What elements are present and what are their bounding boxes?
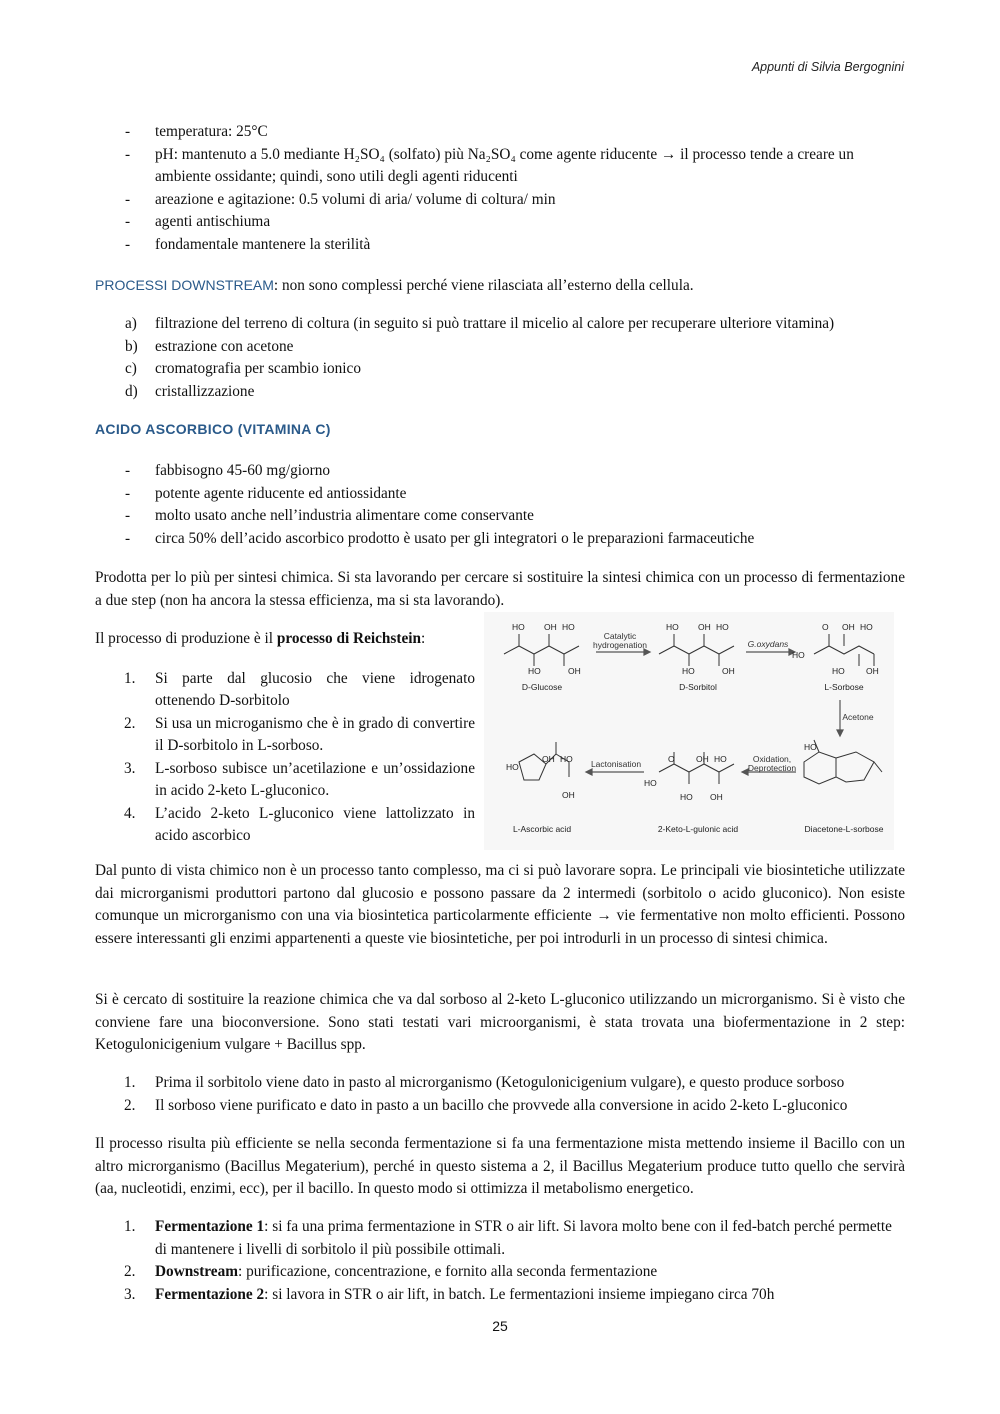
group-label: OH [542,754,555,764]
list-item: 1. Si parte dal glucosio che viene idrogenato ottenendo D-sorbitolo [124,669,475,709]
arrow-label: G.oxydans [747,639,789,649]
list-item: - circa 50% dell’acido ascorbico prodotto è usato per gli integratori o le preparazioni farmaceutiche [125,529,755,547]
reichstein-section [95,628,475,848]
list-item: 4. L’acido 2-keto L-gluconico viene lattolizzato in acido ascorbico [124,804,475,844]
fermentation-phases-list [95,1216,905,1306]
group-label: OH [696,754,709,764]
facts-list [95,460,905,550]
arrow-label: Acetone [842,712,874,722]
list-item: 2. Downstream: purificazione, concentrazione, e fornito alla seconda fermentazione [124,1263,658,1280]
list-item: - pH: mantenuto a 5.0 mediante H₂SO₄ (solfato) più Na₂SO₄ come agente riducente → il processo tende a creare un ambiente ossidante; quindi, sono utili degli agenti riducenti [125,145,854,185]
list-item: 1. Prima il sorbitolo viene dato in pasto al microrganismo (Ketogulonicigenium vulgare), e questo produce sorboso [124,1074,845,1091]
arrow-label: Deprotection [747,763,797,773]
group-label: HO [714,754,727,764]
list-item: 3. L-sorboso subisce un’acetilazione e un’ossidazione in acido 2-keto L-gluconico. [124,759,475,799]
group-label: HO [528,666,541,676]
list-item: - areazione e agitazione: 0.5 volumi di aria/ volume di coltura/ min [125,190,556,208]
compound-label: 2-Keto-L-gulonic acid [657,824,739,834]
compound-label: L-Ascorbic acid [512,824,572,834]
arrow-label: hydrogenation [593,640,647,650]
list-item: c) cromatografia per scambio ionico [125,360,362,377]
group-label: O [822,622,829,632]
group-label: HO [512,622,525,632]
list-item: 2. Si usa un microganismo che è in grado di convertire il D-sorbitolo in L-sorboso. [124,714,475,754]
list-item: b) estrazione con acetone [125,337,294,355]
conditions-section [95,121,905,256]
list-item: - molto usato anche nell’industria alimentare come conservante [125,507,534,524]
arrow-label: Catalytic [603,631,637,641]
vitamin-c-facts [95,460,905,550]
group-label: OH [698,622,711,632]
list-item: - fabbisogno 45-60 mg/giorno [125,462,331,479]
reaction-scheme [484,612,894,850]
compound-label: D-Sorbitol [679,682,717,692]
list-item: 1. Fermentazione 1: si fa una prima fermentazione in STR o air lift. Si lavora molto bene con il fed-batch perché permette di mantenere i livelli di sorbitolo il più possibile ottimali. [124,1218,892,1258]
group-label: OH [710,792,723,802]
section-heading-vitamin-c: ACIDO ASCORBICO (VITAMINA C) [95,421,331,437]
paragraph-bioconversion: Si è cercato di sostituire la reazione chimica che va dal sorboso al 2-keto L-gluconico utilizzando un microrganismo. Si è visto che conviene fare una bioconversione. Sono stati testati vari microorganismi, è stata trovata una biofermentazione in 2 step: Ketogulonicigenium vulgare + Bacillus spp. [95,991,905,1053]
downstream-intro: PROCESSI DOWNSTREAM: non sono complessi perché viene rilasciata all’esterno della cellula. [95,277,694,294]
group-label: OH [544,622,557,632]
list-item: d) cristallizzazione [125,382,255,400]
group-label: OH [866,666,879,676]
list-item: - fondamentale mantenere la sterilità [125,235,371,253]
group-label: HO [716,622,729,632]
fermentation-phases [95,1216,905,1306]
group-label: OH [722,666,735,676]
group-label: HO [792,650,805,660]
bioconversion-steps [95,1072,905,1117]
group-label: HO [804,742,817,752]
page-header-author: Appunti di Silvia Bergognini [751,60,904,74]
group-label: O [668,754,675,764]
downstream-section [95,274,905,298]
reichstein-scheme-figure [484,612,894,850]
group-label: HO [666,622,679,632]
vitamin-c-intro: Prodotta per lo più per sintesi chimica. Si sta lavorando per cercare si sostituire la sintesi chimica con un processo di fermentazione a due step (non ha ancora la stessa efficienza, ma si sta lavorando). [95,569,905,609]
group-label: HO [644,778,657,788]
compound-label: D-Glucose [521,682,563,692]
downstream-steps [95,313,905,403]
group-label: HO [680,792,693,802]
compound-label: Diacetone-L-sorbose [804,824,884,834]
arrow-label: Oxidation, [752,754,792,764]
group-label: OH [568,666,581,676]
reichstein-intro: Il processo di produzione è il processo di Reichstein: [95,630,426,647]
group-label: HO [832,666,845,676]
group-label: HO [682,666,695,676]
page-number: 25 [492,1318,508,1334]
group-label: OH [842,622,855,632]
group-label: OH [562,790,575,800]
list-item: a) filtrazione del terreno di coltura (in seguito si può trattare il micelio al calore per recuperare ulteriore vitamina) [125,315,835,332]
group-label: HO [562,622,575,632]
group-label: HO [506,762,519,772]
downstream-steps-list [95,313,905,403]
compound-label: L-Sorbose [824,682,864,692]
conditions-list [95,121,905,256]
arrow-label: Lactonisation [590,759,642,769]
list-item: - potente agente riducente ed antiossidante [125,484,407,502]
list-item: 2. Il sorboso viene purificato e dato in pasto a un bacillo che provvede alla conversione in acido 2-keto L-gluconico [124,1096,848,1114]
list-item: 3. Fermentazione 2: si lavora in STR o air lift, in batch. Le fermentazioni insieme impiegano circa 70h [124,1285,775,1303]
list-item: - agenti antischiuma [125,213,271,230]
bioconversion-steps-list [95,1072,905,1117]
paragraph-biosynthesis: Dal punto di vista chimico non è un processo tanto complesso, ma ci si può lavorare sopra. Le principali vie biosintetiche utilizzate dai microrganismi produttori partono dal glucosio e possono passare da 2 intermedi (sorbitolo o acido gluconico). Non esiste comunque un microrganismo con una via biosintetica particolarmente efficiente → vie fermentative non molto efficienti. Possono essere interessanti gli enzimi appartenenti a queste vie biosintetiche, per poi introdurli in un processo di sintesi chimica. [95,862,905,947]
group-label: HO [560,754,573,764]
list-item: - temperatura: 25°C [125,123,268,140]
downstream-label: PROCESSI DOWNSTREAM [95,277,274,293]
paragraph-mixed-fermentation: Il processo risulta più efficiente se nella seconda fermentazione si fa una fermentazione mista mettendo insieme il Bacillo con un altro microrganismo (Bacillus Megaterium), perché in questo sistema a 2, il Bacillus Megaterium produce tutto quello che servirà (aa, nucleotidi, enzimi, ecc), per il bacillo. In questo modo si ottimizza il metabolismo energetico. [95,1135,905,1197]
reichstein-steps [95,668,475,848]
group-label: HO [860,622,873,632]
